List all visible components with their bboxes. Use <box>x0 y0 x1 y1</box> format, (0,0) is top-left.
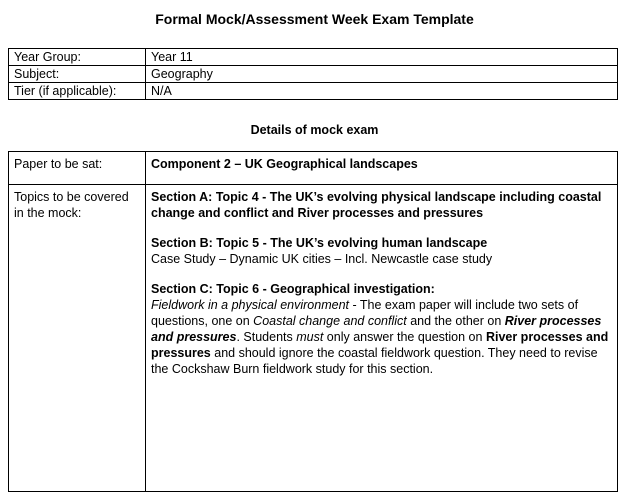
section-c-title: Section C: Topic 6 - Geographical investigation: <box>151 282 435 296</box>
topics-content <box>146 185 618 492</box>
details-heading: Details of mock exam <box>250 123 379 137</box>
paper-label: Paper to be sat: <box>9 152 146 185</box>
section-b-title: Section B: Topic 5 - The UK’s evolving human landscape <box>151 236 488 250</box>
document-title: Formal Mock/Assessment Week Exam Template <box>155 11 474 27</box>
topics-label: Topics to be covered in the mock: <box>9 185 146 492</box>
coastal-phrase: Coastal change and conflict <box>253 314 407 328</box>
text-run: and the other on <box>406 314 505 328</box>
table-row <box>9 49 618 66</box>
text-run: and should ignore the coastal fieldwork question. They need to revise the Cockshaw Burn fieldwork study for this section. <box>151 346 598 376</box>
must-emphasis: must <box>296 330 324 344</box>
tier-value: N/A <box>146 83 618 100</box>
info-table <box>8 48 618 100</box>
tier-label: Tier (if applicable): <box>9 83 146 100</box>
fieldwork-phrase: Fieldwork in a physical environment <box>151 298 350 312</box>
river-phrase-bold: River processes and pressures <box>151 330 609 360</box>
section-c-text <box>151 297 612 377</box>
section-a: Section A: Topic 4 - The UK’s evolving physical landscape including coastal change and conflict and River processes and pressures <box>151 190 602 220</box>
subject-label: Subject: <box>9 66 146 83</box>
text-run: - The exam paper will include two sets of questions, one on <box>151 298 579 328</box>
subject-value: Geography <box>146 66 618 83</box>
text-run: only answer the question on <box>323 330 486 344</box>
text-run: . Students <box>236 330 297 344</box>
section-b-text: Case Study – Dynamic UK cities – Incl. Newcastle case study <box>151 252 493 266</box>
river-phrase-emphasis: River processes and pressures <box>151 314 602 344</box>
year-group-label: Year Group: <box>9 49 146 66</box>
paper-value: Component 2 – UK Geographical landscapes <box>146 152 618 185</box>
details-table <box>8 151 618 492</box>
table-row <box>9 66 618 83</box>
table-row <box>9 185 618 492</box>
table-row <box>9 83 618 100</box>
table-row <box>9 152 618 185</box>
year-group-value: Year 11 <box>146 49 618 66</box>
